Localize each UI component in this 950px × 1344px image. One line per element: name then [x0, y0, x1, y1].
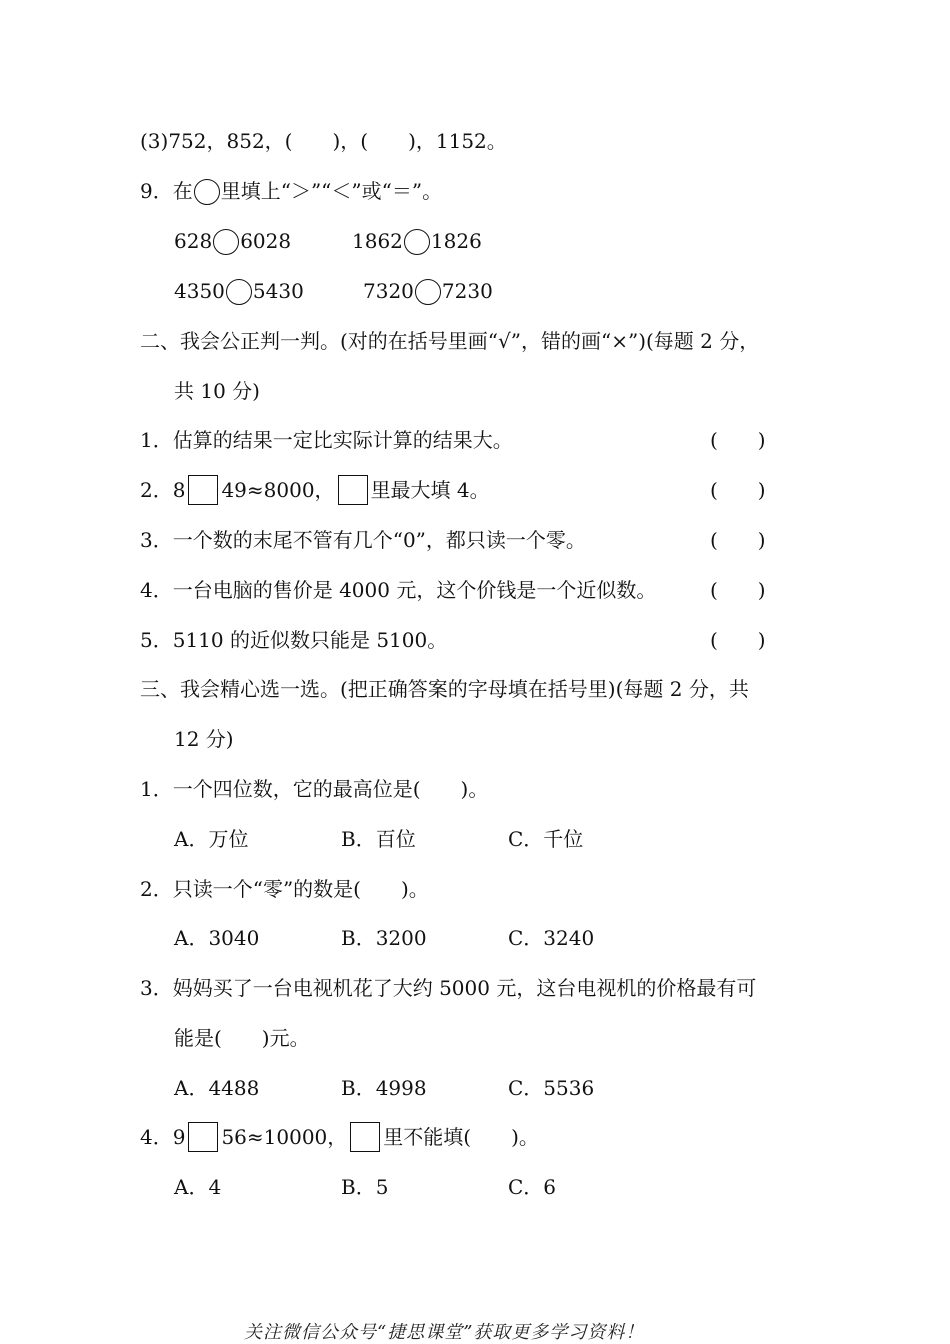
answer-paren-3[interactable]: ( ) [710, 528, 766, 552]
q9-pair-1 [174, 226, 291, 256]
footer-promo: 关注微信公众号“捷思课堂”获取更多学习资料！ [244, 1322, 645, 1343]
digit-box-input[interactable] [188, 475, 218, 505]
answer-paren-1[interactable]: ( ) [710, 428, 766, 452]
judge-item-4: 4．一台电脑的售价是 4000 元，这个价钱是一个近似数。 [140, 578, 657, 602]
compare-circle-input[interactable] [226, 279, 252, 305]
judge-item-3: 3．一个数的末尾不管有几个“0”，都只读一个零。 [140, 528, 586, 552]
option-b[interactable]: B．3200 [341, 926, 427, 950]
judge-item-5: 5．5110 的近似数只能是 5100。 [140, 628, 448, 652]
pair-right: 5430 [252, 279, 304, 303]
pair-left: 628 [174, 229, 213, 253]
option-a[interactable]: A．3040 [174, 926, 260, 950]
q9-title-after: 里填上“＞”“＜”或“＝”。 [220, 179, 443, 203]
pair-left: 1862 [352, 229, 403, 253]
compare-circle-input[interactable] [213, 229, 239, 255]
option-b[interactable]: B．4998 [341, 1076, 427, 1100]
digit-box-input[interactable] [188, 1122, 218, 1152]
q4-part1: 4．9 [140, 1125, 186, 1149]
q9-title [140, 176, 442, 206]
option-a[interactable]: A．万位 [174, 827, 249, 851]
pair-right: 6028 [240, 229, 292, 253]
choice-q3-stem: 3．妈妈买了一台电视机花了大约 5000 元，这台电视机的价格最有可 [140, 976, 757, 1000]
q8-part3: (3)752，852，( )，( )，1152。 [140, 129, 507, 153]
item2-part2: 49≈8000， [221, 478, 335, 502]
section2-title: 二、我会公正判一判。(对的在括号里画“√”，错的画“×”)(每题 2 分， [140, 329, 760, 353]
option-b[interactable]: B．5 [341, 1175, 389, 1199]
pair-left: 7320 [363, 279, 414, 303]
compare-circle-input[interactable] [404, 229, 430, 255]
q9-pair-2 [352, 226, 482, 256]
compare-circle-icon [194, 179, 220, 205]
judge-item-1: 1．估算的结果一定比实际计算的结果大。 [140, 428, 513, 452]
pair-left: 4350 [174, 279, 225, 303]
option-b[interactable]: B．百位 [341, 827, 416, 851]
q4-part3: 里不能填( )。 [383, 1125, 539, 1149]
choice-q1-stem: 1．一个四位数，它的最高位是( )。 [140, 777, 489, 801]
section3-title-cont: 12 分) [174, 727, 234, 751]
section2-title-cont: 共 10 分) [174, 379, 260, 403]
answer-paren-5[interactable]: ( ) [710, 628, 766, 652]
pair-right: 7230 [441, 279, 493, 303]
q9-title-before: 9．在 [140, 179, 193, 203]
q9-pair-3 [174, 276, 304, 306]
q4-part2: 56≈10000， [221, 1125, 348, 1149]
option-c[interactable]: C．千位 [508, 827, 584, 851]
section3-title: 三、我会精心选一选。(把正确答案的字母填在括号里)(每题 2 分，共 [140, 677, 749, 701]
q9-pair-4 [363, 276, 493, 306]
pair-right: 1826 [430, 229, 482, 253]
answer-paren-2[interactable]: ( ) [710, 478, 766, 502]
choice-q4-stem [140, 1122, 539, 1152]
option-c[interactable]: C．5536 [508, 1076, 595, 1100]
option-a[interactable]: A．4 [174, 1175, 222, 1199]
item2-part3: 里最大填 4。 [370, 478, 490, 502]
choice-q2-stem: 2．只读一个“零”的数是( )。 [140, 877, 429, 901]
item2-part1: 2．8 [140, 478, 186, 502]
option-c[interactable]: C．6 [508, 1175, 557, 1199]
option-a[interactable]: A．4488 [174, 1076, 260, 1100]
judge-item-2 [140, 475, 490, 505]
digit-box-icon [338, 475, 368, 505]
compare-circle-input[interactable] [415, 279, 441, 305]
answer-paren-4[interactable]: ( ) [710, 578, 766, 602]
option-c[interactable]: C．3240 [508, 926, 595, 950]
choice-q3-stem-cont: 能是( )元。 [174, 1026, 310, 1050]
digit-box-icon [350, 1122, 380, 1152]
